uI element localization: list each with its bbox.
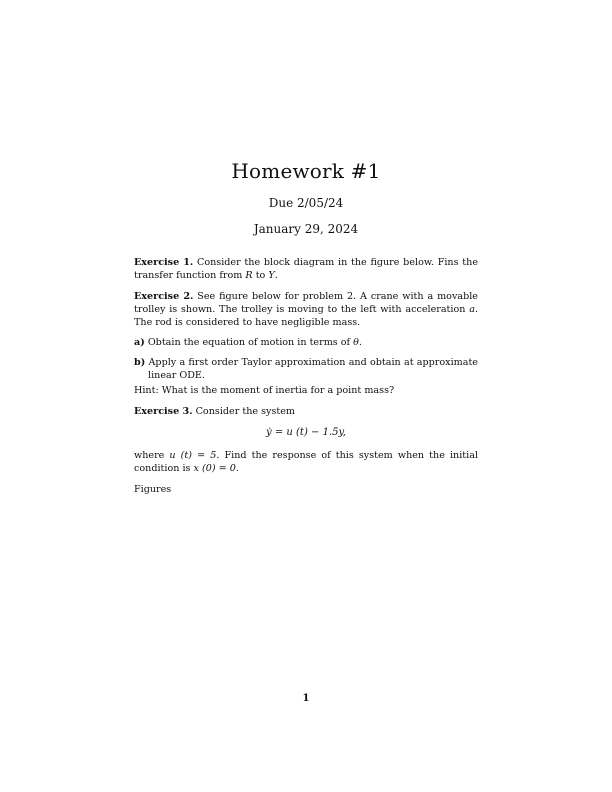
exercise-2-part-b — [134, 356, 478, 382]
exercise-2 — [134, 290, 478, 329]
document-title: Homework #1 — [231, 159, 381, 183]
input-definition: u (t) = 5 — [169, 450, 217, 461]
var-y: Y — [268, 270, 275, 281]
part-b-text: Apply a first order Taylor approximation and obtain at approximate linear ODE. — [145, 357, 478, 381]
page-number: 1 — [302, 693, 310, 704]
exercise-2-text: See figure below for problem 2. A crane with a movable trolley is shown. The trolley is moving to the left with acceleration — [134, 291, 478, 315]
figures-heading: Figures — [134, 484, 172, 495]
part-a-text: Obtain the equation of motion in terms of — [144, 337, 354, 348]
exercise-1-text-2: to — [252, 270, 269, 281]
exercise-2-label: Exercise 2. — [134, 291, 194, 302]
exercise-1 — [134, 256, 478, 282]
exercise-3-label: Exercise 3. — [134, 406, 193, 417]
part-a-label: a) — [134, 337, 145, 348]
followup-text-3: . — [235, 463, 239, 474]
initial-condition: x (0) = 0 — [193, 463, 236, 474]
hint-text: What is the moment of inertia for a point mass? — [158, 385, 395, 396]
exercise-1-label: Exercise 1. — [134, 257, 194, 268]
issue-date: January 29, 2024 — [253, 222, 359, 236]
due-date: Due 2/05/24 — [268, 196, 344, 210]
exercise-1-text-3: . — [274, 270, 278, 281]
var-r: R — [245, 270, 253, 281]
exercise-2-part-a — [134, 336, 478, 349]
var-a: a — [469, 304, 475, 315]
followup-text-1: where — [134, 450, 170, 461]
exercise-1-text: Consider the block diagram in the figure below. Fins the transfer function from — [134, 257, 478, 281]
system-equation: ẏ = u (t) − 1.5y, — [266, 427, 346, 438]
hint-label: Hint: — [134, 385, 159, 396]
part-b-label: b) — [134, 357, 146, 368]
exercise-2-text-2: . The rod is considered to have negligible mass. — [134, 304, 478, 328]
exercise-3-text: Consider the system — [192, 406, 295, 417]
followup-text-2: . Find the response of this system when the initial condition is — [134, 450, 479, 474]
part-a-end: . — [358, 337, 362, 348]
exercise-2-hint — [134, 384, 478, 397]
exercise-3 — [134, 405, 478, 418]
var-theta: θ — [353, 337, 359, 348]
exercise-3-followup — [134, 449, 478, 475]
